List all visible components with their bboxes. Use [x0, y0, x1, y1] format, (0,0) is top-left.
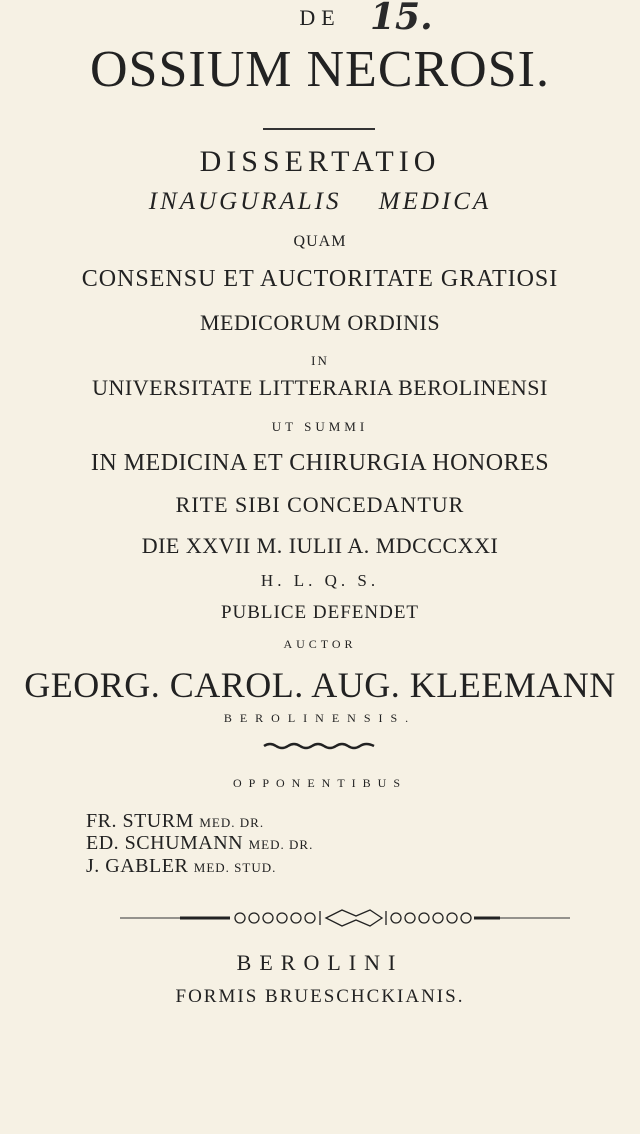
opponent-name: FR. STURM: [86, 810, 194, 832]
opponent-degree: MED. STUD.: [193, 860, 277, 875]
opponent-row: [86, 855, 276, 878]
imprint-printer: FORMIS BRUESCHCKIANIS.: [175, 986, 465, 1007]
opponent-name: ED. SCHUMANN: [86, 832, 244, 854]
imprint-city: BEROLINI: [236, 950, 404, 975]
opponent-name: J. GABLER: [86, 855, 189, 877]
title-divider: [263, 128, 375, 130]
publice-line: PUBLICE DEFENDET: [220, 602, 420, 623]
in-line: IN: [311, 353, 329, 368]
medicina-line: IN MEDICINA ET CHIRURGIA HONORES: [90, 450, 550, 476]
date-line: DIE XXVII M. IULII A. MDCCCXXI: [141, 533, 499, 558]
auctor-label: AUCTOR: [283, 637, 357, 651]
title-prefix: DE: [299, 5, 341, 30]
handwritten-number: 15.: [370, 0, 433, 38]
university-line: UNIVERSITATE LITTERARIA BEROLINENSI: [92, 375, 548, 400]
ornamental-rule: [120, 908, 570, 928]
page-title: OSSIUM NECROSI.: [90, 41, 550, 98]
subtitle: INAUGURALIS MEDICA: [148, 188, 492, 215]
opponents-heading: OPPONENTIBUS: [232, 776, 407, 790]
rite-line: RITE SIBI CONCEDANTUR: [175, 492, 465, 517]
opponent-degree: MED. DR.: [248, 837, 314, 852]
opponent-row: [86, 810, 264, 833]
quam-line: QUAM: [293, 233, 347, 250]
opponent-degree: MED. DR.: [199, 815, 265, 830]
author-origin: BEROLINENSIS.: [223, 711, 417, 725]
hlqs-line: H. L. Q. S.: [260, 571, 380, 590]
author-name: GEORG. CAROL. AUG. KLEEMANN: [24, 665, 616, 705]
wavy-divider: [262, 740, 376, 752]
consensu-line: CONSENSU ET AUCTORITATE GRATIOSI: [81, 266, 559, 292]
opponent-row: [86, 832, 313, 855]
ut-summi-line: UT SUMMI: [271, 419, 369, 434]
genre-heading: DISSERTATIO: [199, 145, 441, 178]
medicorum-line: MEDICORUM ORDINIS: [199, 310, 441, 335]
